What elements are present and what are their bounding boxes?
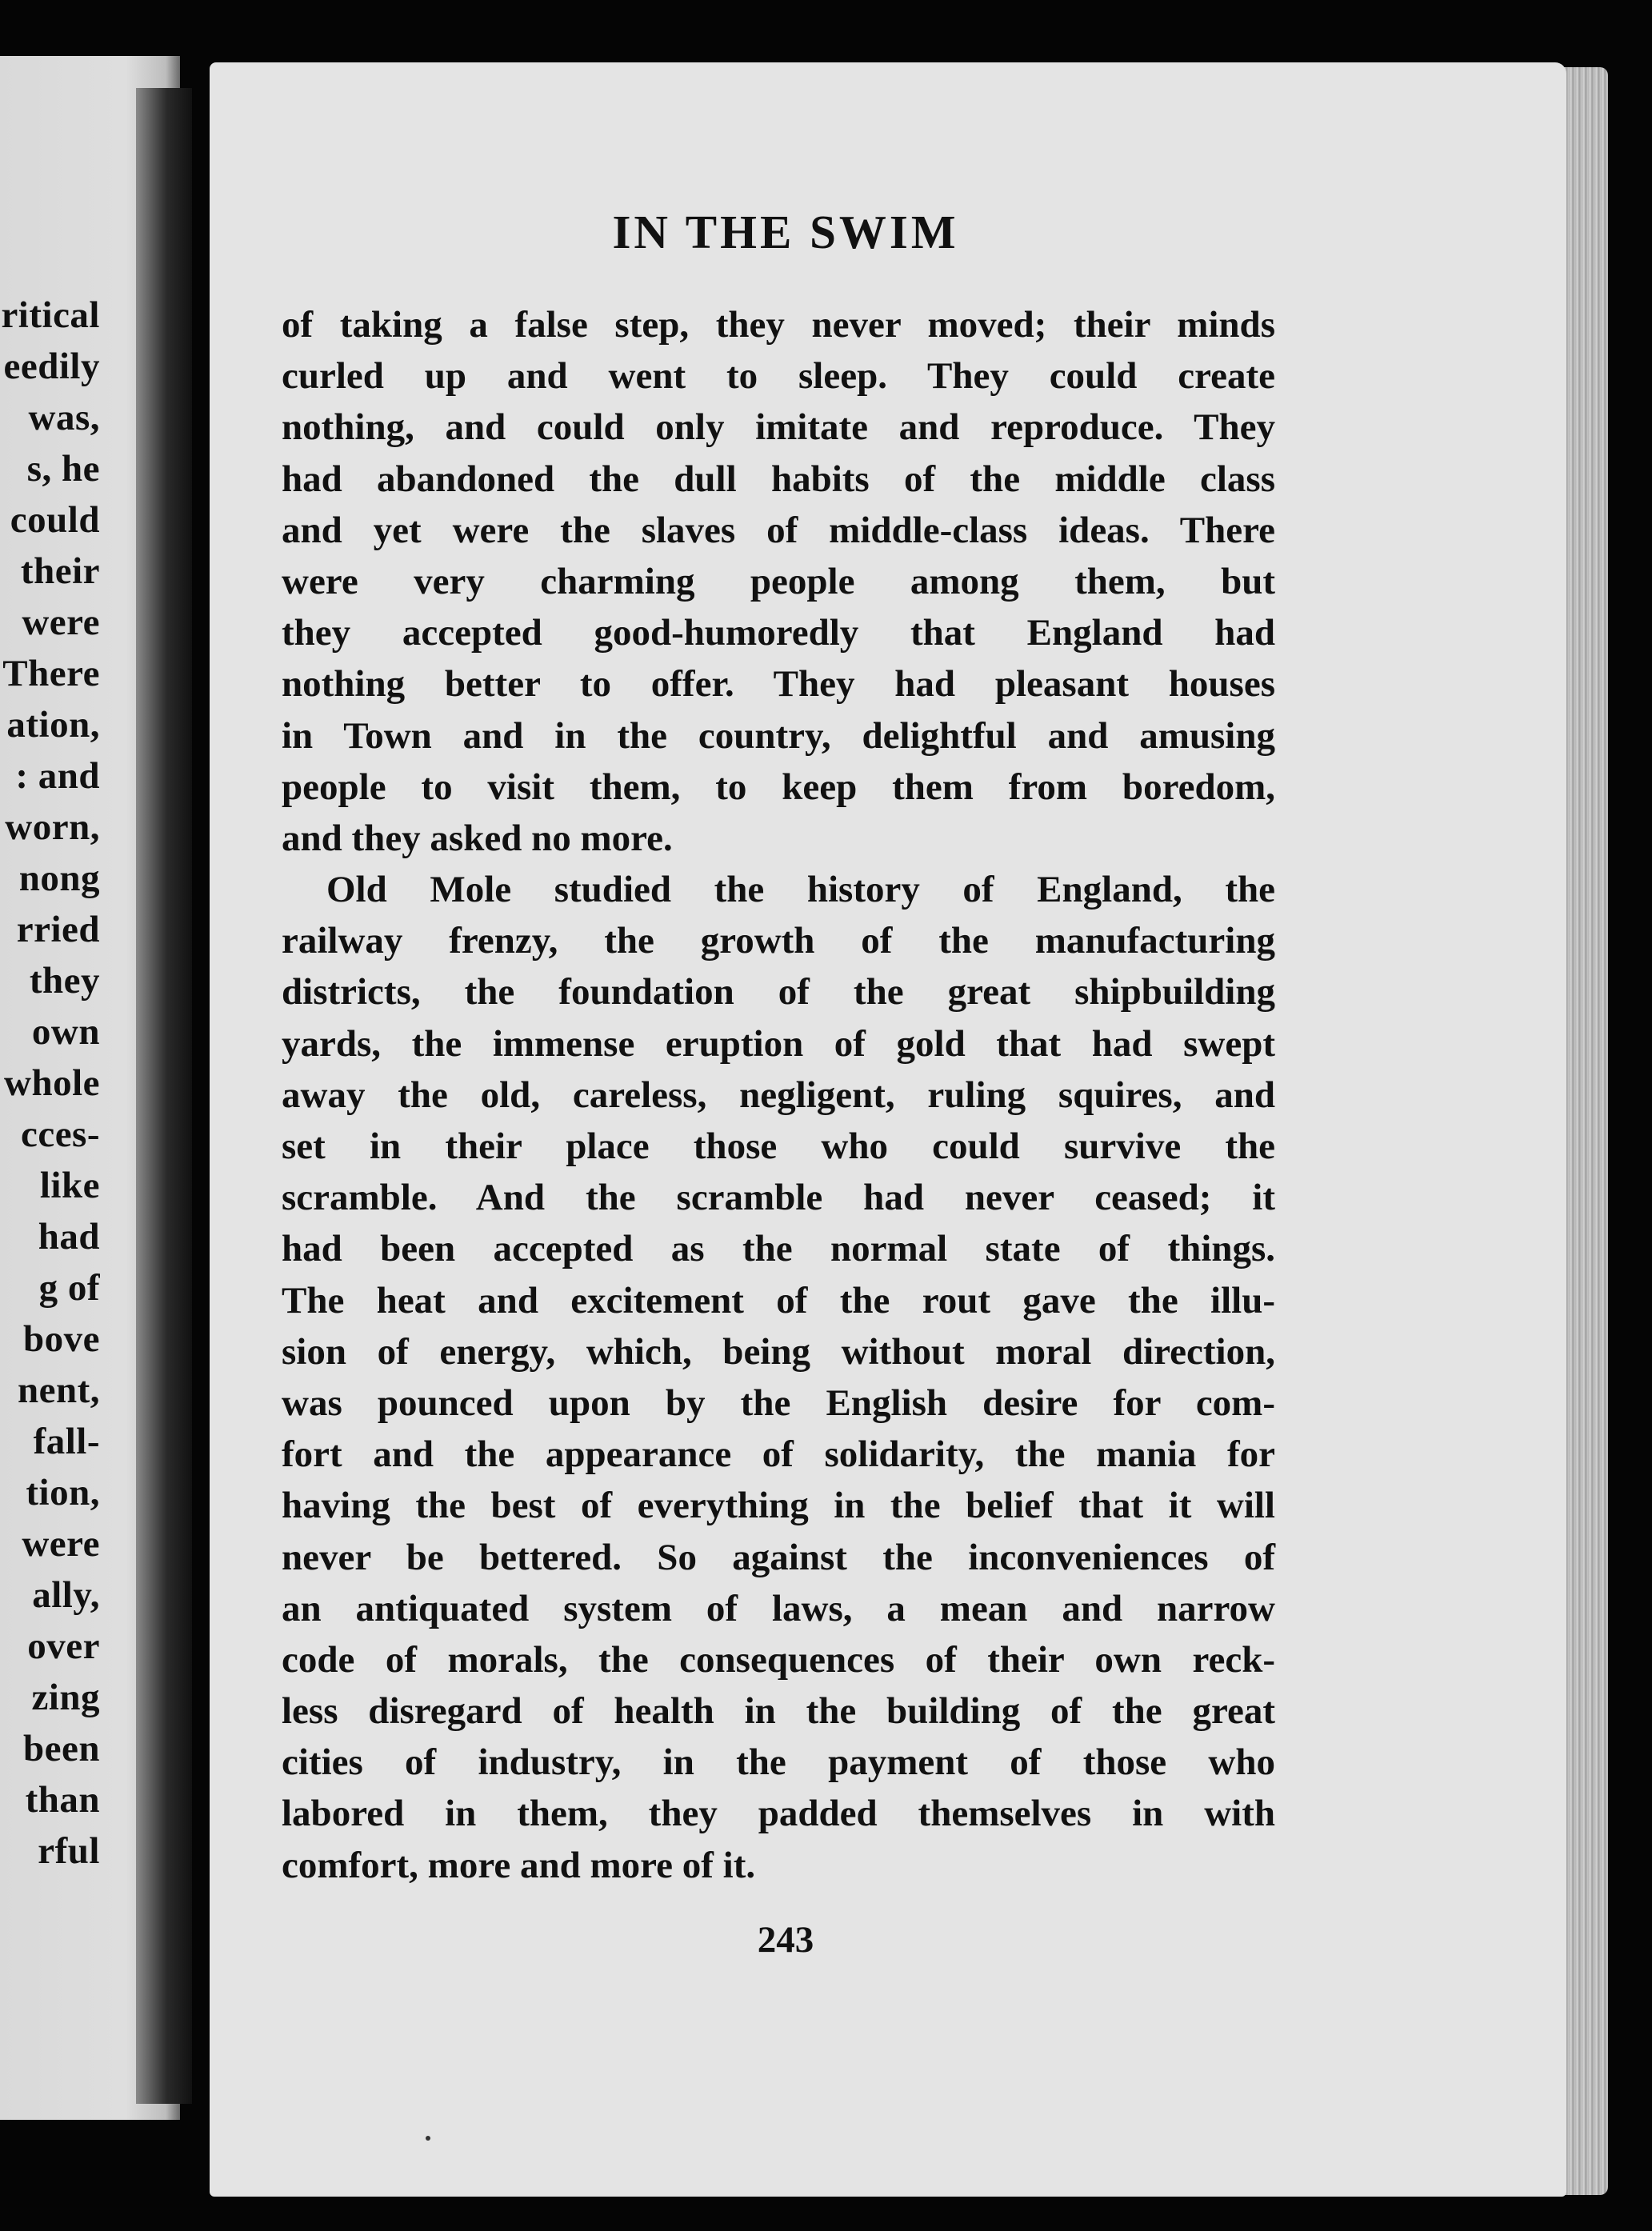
text-line: Old Mole studied the history of England, the [326,869,1275,911]
text-line: had abandoned the dull habits of the middle class [282,458,1275,500]
text-line: comfort, more and more of it. [282,1844,756,1886]
previous-page-line: s, he [26,448,100,490]
previous-page-line: fall- [33,1421,100,1462]
previous-page-line: There [2,653,100,694]
previous-page-line: could [10,499,100,541]
text-line: sion of energy, which, being without moral direction, [282,1330,1275,1373]
previous-page-line: own [31,1011,100,1053]
previous-page-line: were [22,1523,100,1565]
previous-page-line: was, [28,397,100,438]
text-line: and yet were the slaves of middle-class ideas. There [282,509,1275,551]
text-line: code of morals, the consequences of their own reck- [282,1638,1275,1681]
previous-page-line: ation, [6,704,100,746]
text-line: fort and the appearance of solidarity, the mania for [282,1433,1275,1476]
book-gutter [136,88,192,2104]
text-line: districts, the foundation of the great shipbuilding [282,971,1275,1014]
previous-page-line: their [20,550,100,592]
text-line: less disregard of health in the building of the great [282,1690,1275,1733]
text-line: nothing better to offer. They had pleasant houses [282,663,1275,706]
text-line: had been accepted as the normal state of things. [282,1228,1275,1270]
previous-page-text [0,290,100,1877]
text-line: an antiquated system of laws, a mean and narrow [282,1587,1275,1629]
previous-page-line: tion, [26,1472,100,1513]
previous-page-line: : and [15,755,100,797]
text-line: away the old, careless, negligent, ruling squires, and [282,1074,1275,1116]
text-line: was pounced upon by the English desire for com- [282,1381,1275,1424]
previous-page-line: been [23,1728,100,1769]
previous-page-line: nent, [17,1369,100,1411]
previous-page-line: worn, [5,806,100,848]
previous-page-line: ally, [32,1574,100,1616]
text-line: cities of industry, in the payment of those who [282,1741,1275,1784]
text-line: they accepted good-humoredly that England had [282,612,1275,654]
text-line: nothing, and could only imitate and reproduce. They [282,406,1275,449]
previous-page-line: they [29,960,100,1002]
previous-page-line: eedily [3,346,100,387]
text-line: labored in them, they padded themselves in with [282,1793,1275,1835]
text-line: railway frenzy, the growth of the manufacturing [282,920,1275,962]
previous-page-line: than [25,1779,100,1821]
scan-speck [426,2136,430,2141]
previous-page-line: rried [16,909,100,950]
text-line: people to visit them, to keep them from boredom, [282,766,1275,808]
text-line: of taking a false step, they never moved; their minds [282,304,1275,346]
previous-page-line: had [38,1216,100,1257]
previous-page-line: over [27,1625,100,1667]
previous-page-line: bove [23,1318,100,1360]
text-line: The heat and excitement of the rout gave the illu- [282,1279,1275,1321]
text-line: yards, the immense eruption of gold that had swept [282,1022,1275,1065]
text-line: scramble. And the scramble had never ceased; it [282,1177,1275,1219]
previous-page-line: zing [31,1677,100,1718]
previous-page-line: g of [38,1267,100,1309]
previous-page-line: nong [18,858,100,899]
previous-page-line: like [39,1165,100,1206]
previous-page-line: whole [4,1062,100,1104]
text-line: set in their place those who could survive the [282,1125,1275,1167]
text-line: having the best of everything in the belief that it will [282,1485,1275,1527]
previous-page-line: ritical [1,294,100,336]
running-head: IN THE SWIM [612,206,959,258]
text-line: in Town and in the country, delightful and amusing [282,714,1275,757]
page-body-text [282,299,1275,1891]
previous-page-line: were [22,602,100,643]
text-line: curled up and went to sleep. They could create [282,355,1275,398]
previous-page-line: rful [38,1830,100,1872]
previous-page-line: cces- [20,1114,100,1155]
text-line: and they asked no more. [282,817,673,859]
text-line: were very charming people among them, but [282,560,1275,602]
page-number: 243 [757,1919,814,1961]
text-line: never be bettered. So against the inconveniences of [282,1536,1275,1578]
